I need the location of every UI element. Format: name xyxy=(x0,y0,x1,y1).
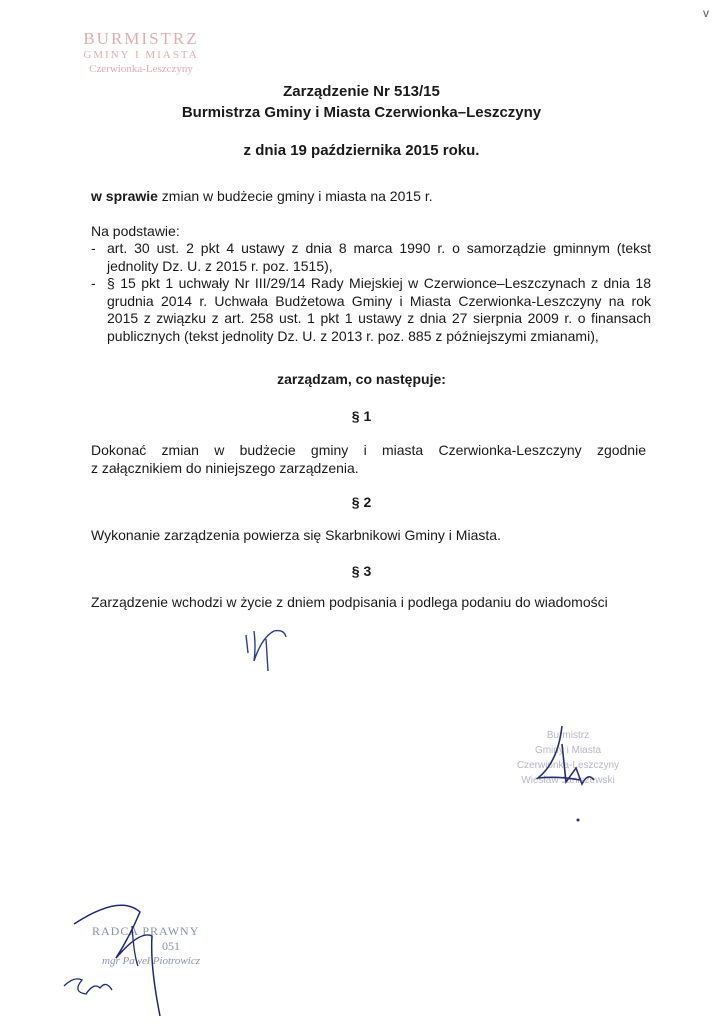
legal-basis-list xyxy=(91,240,651,275)
legal-basis-list xyxy=(91,275,651,345)
legal-basis-item: - § 15 pkt 1 uchwały Nr III/29/14 Rady Miejskiej w Czerwionce–Leszczynach z dnia 18 grudnia 2014 r. Uchwała Budżetowa Gminy i Miasta Czerwionka-Leszczyny na rok 2015 z związku z art. 258 ust. 1 pkt 1 ustawy z dnia 27 sierpnia 2009 r. o finansach publicznych (tekst jednolity Dz. U. z 2013 r. poz. 885 z późniejszymi zmianami), xyxy=(91,275,651,344)
legal-basis-item-text: § 15 pkt 1 uchwały Nr III/29/14 Rady Miejskiej w Czerwionce–Leszczynach z dnia 18 grudnia 2014 r. Uchwała Budżetowa Gminy i Miasta Czerwionka-Leszczyny na rok 2015 z związku z art. 258 ust. 1 pkt 1 ustawy z dnia 27 sierpnia 2009 r. o finansach publicznych (tekst jednolity Dz. U. z 2013 r. poz. 885 z późniejszymi zmianami), xyxy=(107,275,651,344)
section-mark-2: § 2 xyxy=(351,494,372,510)
mayor-signature xyxy=(528,722,628,812)
stamp-line: RADCA PRAWNY xyxy=(92,924,200,938)
stamp-line: Wiesław Janiszewski xyxy=(521,775,615,786)
stamp-line: BURMISTRZ xyxy=(83,29,199,48)
legal-basis-item: - art. 30 ust. 2 pkt 4 ustawy z dnia 8 marca 1990 r. o samorządzie gminnym (tekst jednolity Dz. U. z 2015 r. poz. 1515), xyxy=(91,240,651,274)
matter-line xyxy=(91,187,646,205)
section-1-line: z załącznikiem do niniejszego zarządzenia. xyxy=(91,460,359,476)
legal-basis-item-text: art. 30 ust. 2 pkt 4 ustawy z dnia 8 marca 1990 r. o samorządzie gminnym (tekst jednolity Dz. U. z 2015 r. poz. 1515), xyxy=(107,240,651,274)
stamp-line: Burmistrz xyxy=(546,730,590,741)
stamp-line: GMINY I MIASTA xyxy=(83,49,199,61)
legal-basis-intro: Na podstawie: xyxy=(91,223,180,239)
stamp-line: Czerwionka-Leszczyny xyxy=(89,63,193,75)
mayor-stamp-top xyxy=(66,30,216,76)
section-1-line: Dokonać zmian w budżecie gminy i miasta Czerwionka-Leszczyny zgodnie xyxy=(91,442,646,458)
section-2-text: Wykonanie zarządzenia powierza się Skarbnikowi Gminy i Miasta. xyxy=(91,527,501,543)
stamp-line: Gminy i Miasta xyxy=(534,745,602,756)
stamp-line: 051 xyxy=(162,939,180,953)
document-date: z dnia 19 października 2015 roku. xyxy=(243,142,480,159)
section-mark-1: § 1 xyxy=(351,408,372,424)
document-issuer: Burmistrza Gminy i Miasta Czerwionka–Leszczyny xyxy=(181,104,542,121)
stamp-line: Czerwionka-Leszczyny xyxy=(516,760,620,771)
section-1-text xyxy=(91,441,646,477)
stamp-line: mgr Paweł Piotrowicz xyxy=(102,955,200,967)
matter-lead: w sprawie xyxy=(91,188,158,204)
matter-text: zmian w budżecie gminy i miasta na 2015 r. xyxy=(157,188,433,204)
section-mark-3: § 3 xyxy=(351,563,372,579)
document-title: Zarządzenie Nr 513/15 xyxy=(283,83,440,100)
legal-counsel-signature xyxy=(60,896,200,1016)
corner-check-mark: v xyxy=(703,6,709,20)
initials-signature xyxy=(240,625,310,685)
decree-phrase: zarządzam, co następuje: xyxy=(277,371,446,387)
section-3-text: Zarządzenie wchodzi w życie z dniem podpisania i podlega podaniu do wiadomości xyxy=(91,594,608,610)
